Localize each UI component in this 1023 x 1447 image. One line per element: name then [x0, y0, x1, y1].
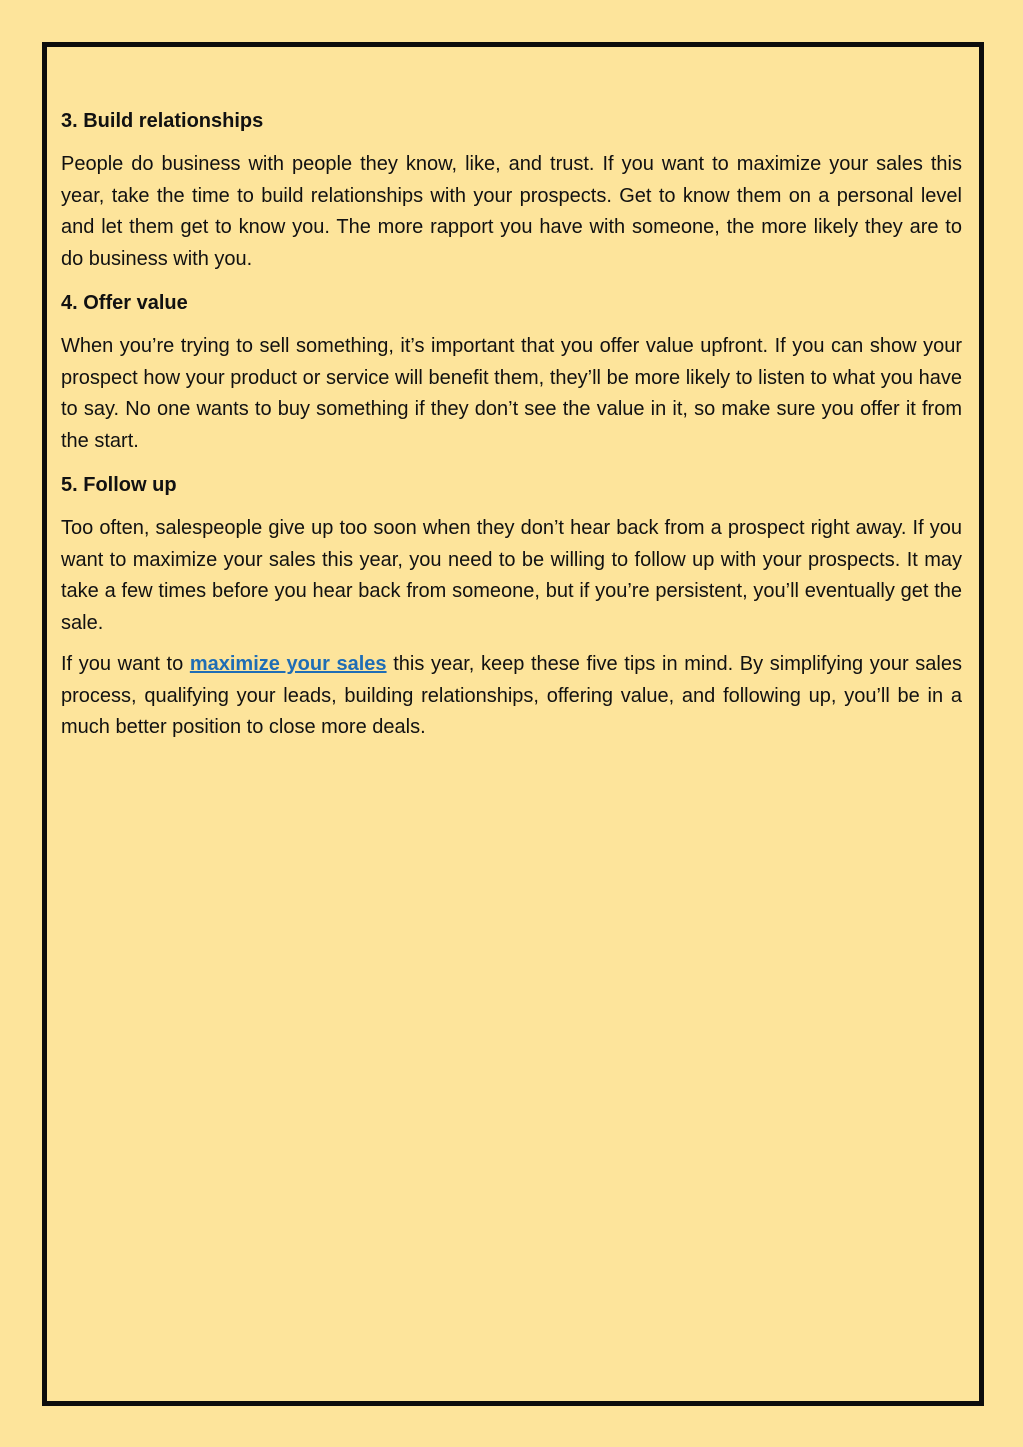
section-build-relationships: [61, 103, 962, 275]
conclusion-paragraph: [61, 649, 962, 744]
section-heading: 5. Follow up: [61, 474, 177, 496]
section-offer-value: [61, 285, 962, 457]
conclusion-text-end: this year, keep these five tips in mind. By simplifying your sales process, qualifying your leads, building relationships, offering value, and following up, you’ll be in a much better position to close more deals.: [61, 653, 962, 738]
section-paragraph: People do business with people they know, like, and trust. If you want to maximize your sales this year, take the time to build relationships with your prospects. Get to know them on a personal level and let them get to know you. The more rapport you have with someone, the more likely they are to do business with you.: [61, 153, 962, 270]
maximize-sales-link[interactable]: maximize your sales: [189, 653, 387, 675]
section-follow-up: [61, 467, 962, 639]
section-paragraph: When you’re trying to sell something, it’s important that you offer value upfront. If you can show your prospect how your product or service will benefit them, they’ll be more likely to listen to what you have to say. No one wants to buy something if they don’t see the value in it, so make sure you offer it from the start.: [61, 335, 962, 452]
section-paragraph: Too often, salespeople give up too soon when they don’t hear back from a prospect right away. If you want to maximize your sales this year, you need to be willing to follow up with your prospects. It may take a few times before you hear back from someone, but if you’re persistent, you’ll eventually get the sale.: [61, 517, 962, 634]
document-body: [61, 103, 962, 754]
section-heading: 3. Build relationships: [61, 110, 264, 132]
conclusion-text-start: If you want to: [61, 653, 190, 675]
section-heading: 4. Offer value: [61, 292, 188, 314]
